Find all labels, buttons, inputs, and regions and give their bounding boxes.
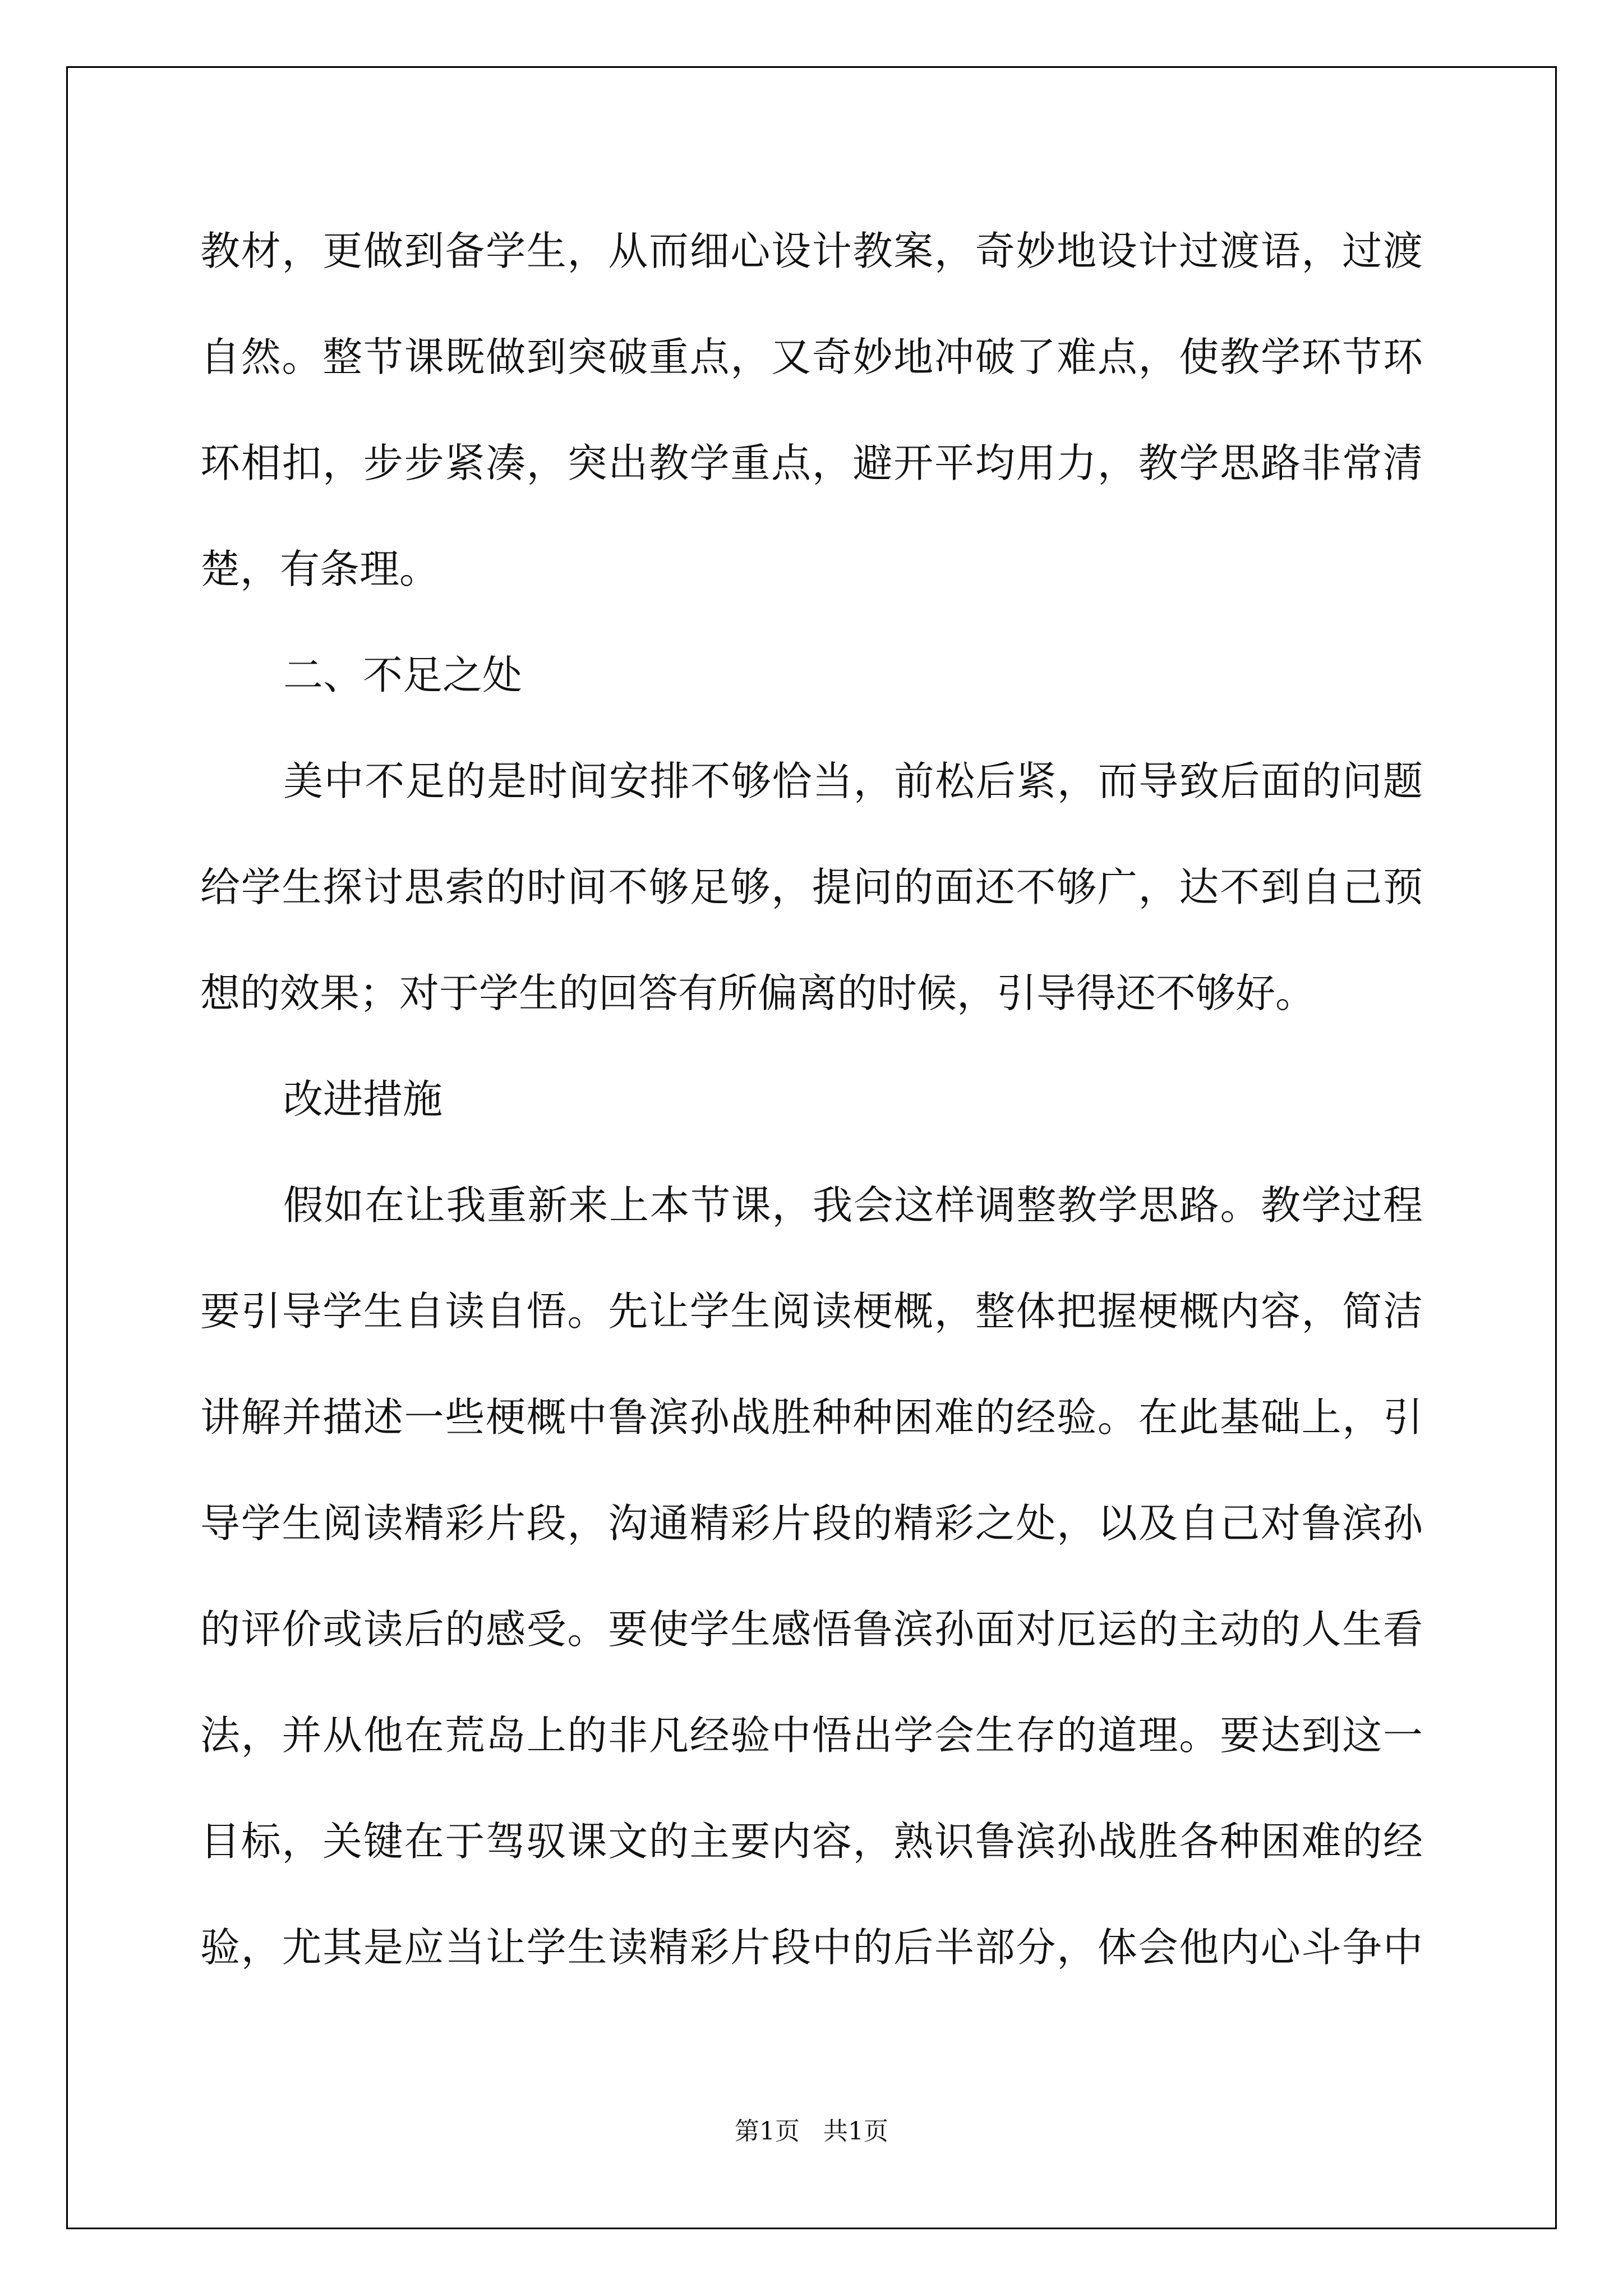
page-number-footer: 第1页 共1页: [735, 2117, 888, 2146]
body-line: 法，并从他在荒岛上的非凡经验中悟出学会生存的道理。要达到这一: [200, 1712, 1423, 1759]
paragraph-first-line: 美中不足的是时间安排不够恰当，前松后紧，而导致后面的问题: [283, 758, 1423, 804]
body-line: 目标，关键在于驾驭课文的主要内容，熟识鲁滨孙战胜各种困难的经: [200, 1818, 1423, 1865]
body-line: 验，尤其是应当让学生读精彩片段中的后半部分，体会他内心斗争中: [200, 1924, 1423, 1971]
page-border: [66, 66, 1557, 2229]
body-line: 要引导学生自读自悟。先让学生阅读梗概，整体把握梗概内容，简洁: [200, 1288, 1423, 1335]
body-line: 的评价或读后的感受。要使学生感悟鲁滨孙面对厄运的主动的人生看: [200, 1606, 1423, 1653]
body-line: 自然。整节课既做到突破重点，又奇妙地冲破了难点，使教学环节环: [200, 334, 1423, 380]
body-line: 讲解并描述一些梗概中鲁滨孙战胜种种困难的经验。在此基础上，引: [200, 1394, 1423, 1441]
body-line: 楚，有条理。: [200, 546, 440, 592]
section-heading: 二、不足之处: [283, 652, 523, 698]
section-heading: 改进措施: [283, 1076, 443, 1122]
body-line: 想的效果；对于学生的回答有所偏离的时候，引导得还不够好。: [200, 970, 1316, 1016]
body-line: 导学生阅读精彩片段，沟通精彩片段的精彩之处，以及自己对鲁滨孙: [200, 1500, 1423, 1547]
body-line: 环相扣，步步紧凑，突出教学重点，避开平均用力，教学思路非常清: [200, 440, 1423, 486]
paragraph-first-line: 假如在让我重新来上本节课，我会这样调整教学思路。教学过程: [283, 1182, 1423, 1228]
body-line: 教材，更做到备学生，从而细心设计教案，奇妙地设计过渡语，过渡: [200, 228, 1423, 274]
body-line: 给学生探讨思索的时间不够足够，提问的面还不够广，达不到自己预: [200, 864, 1423, 910]
